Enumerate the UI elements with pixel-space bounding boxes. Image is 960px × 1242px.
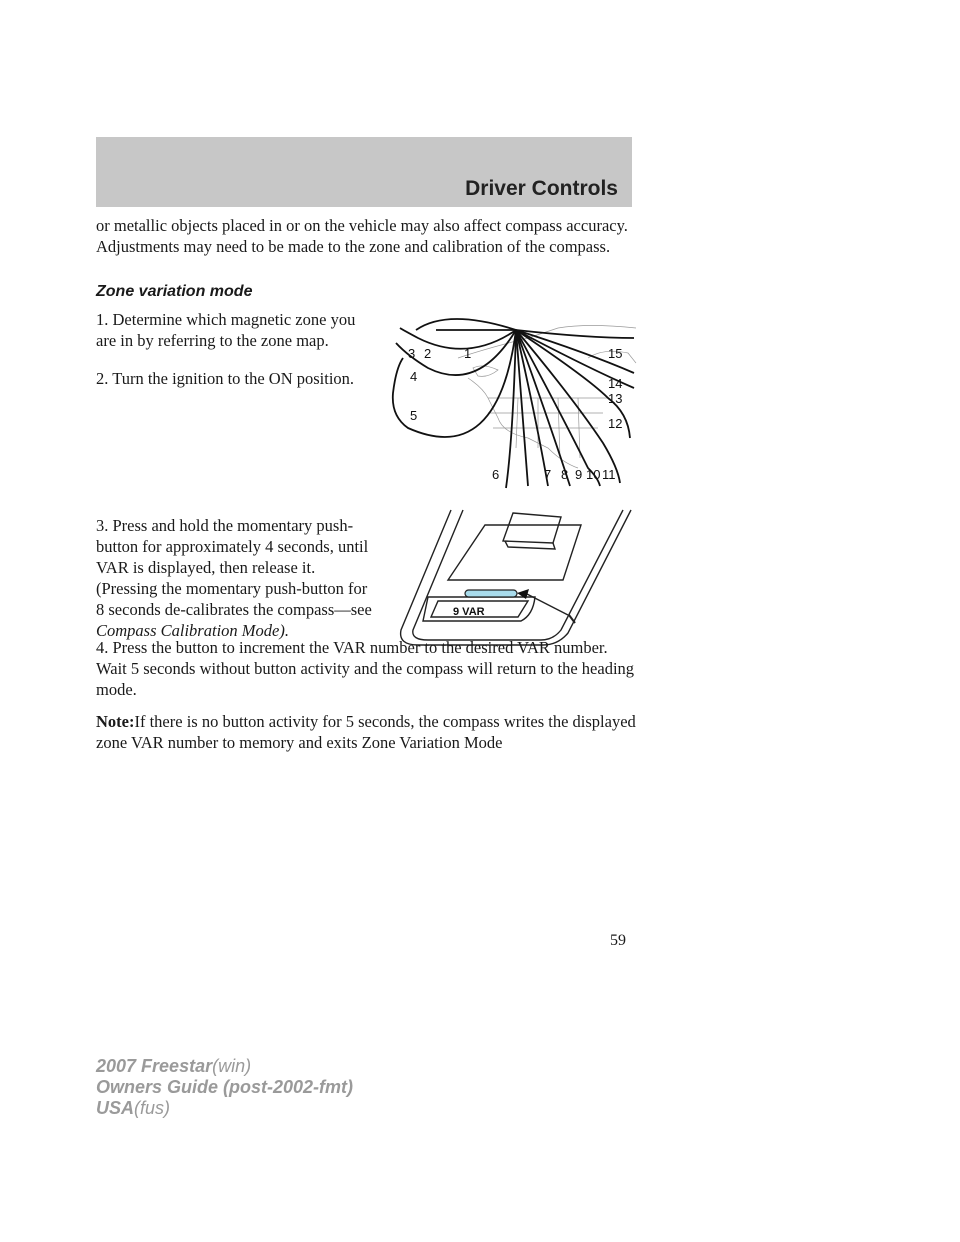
- footer-model-code: (win): [212, 1056, 252, 1076]
- step-2-text: 2. Turn the ignition to the ON position.: [96, 369, 355, 388]
- calibration-mode-reference: Compass Calibration Mode).: [96, 621, 289, 640]
- zone-label: 14: [608, 376, 623, 391]
- zone-label: 3: [408, 346, 416, 361]
- var-push-button: [465, 590, 517, 597]
- note-paragraph: [96, 711, 641, 753]
- zone-label: 7: [544, 467, 552, 482]
- footer-market: USA: [96, 1098, 135, 1118]
- zone-label: 5: [410, 408, 418, 423]
- step-1-text: 1. Determine which magnetic zone you are in by referring to the zone map.: [96, 310, 356, 350]
- intro-paragraph: or metallic objects placed in or on the vehicle may also affect compass accuracy. Adjustments may need to be made to the zone and calibration of the compass.: [96, 216, 628, 256]
- section-title: Driver Controls: [465, 177, 618, 200]
- zone-variation-heading: Zone variation mode: [96, 283, 253, 300]
- zone-label: 9: [575, 467, 583, 482]
- zone-label: 2: [424, 346, 432, 361]
- zone-label: 1: [464, 346, 472, 361]
- document-footer: [96, 1056, 353, 1119]
- footer-guide-title: Owners Guide (post-2002-fmt): [96, 1077, 354, 1097]
- step-4-text: [96, 637, 636, 700]
- step-3-text: [96, 515, 376, 641]
- zone-label: 15: [608, 346, 623, 361]
- step-3-body: 3. Press and hold the momentary push-button for approximately 4 seconds, until VAR is displayed, then release it. (Pressing the momentary push-button for 8 seconds de-calibrates the compass—see: [96, 516, 372, 619]
- zone-label: 8: [561, 467, 569, 482]
- magnetic-zone-map: [388, 318, 638, 490]
- var-display-readout: 9 VAR: [453, 606, 485, 618]
- zone-label: 6: [492, 467, 500, 482]
- zone-label: 13: [608, 391, 623, 406]
- note-label: Note:: [96, 712, 135, 731]
- zone-label: 4: [410, 369, 418, 384]
- header-band: [96, 137, 632, 207]
- note-text: If there is no button activity for 5 seconds, the compass writes the displayed zone VAR number to memory and exits Zone Variation Mode: [96, 712, 636, 752]
- zone-label: 10: [586, 467, 601, 482]
- step-4-body: 4. Press the button to increment the VAR number to the desired VAR number. Wait 5 seconds without button activity and the compass will return to the heading mode.: [96, 638, 635, 699]
- footer-market-code: (fus): [134, 1098, 171, 1118]
- page-number: 59: [610, 932, 626, 949]
- zone-label: 11: [602, 467, 616, 482]
- zone-label: 12: [608, 416, 623, 431]
- footer-model: 2007 Freestar: [96, 1056, 213, 1076]
- overhead-console-figure: [393, 505, 638, 655]
